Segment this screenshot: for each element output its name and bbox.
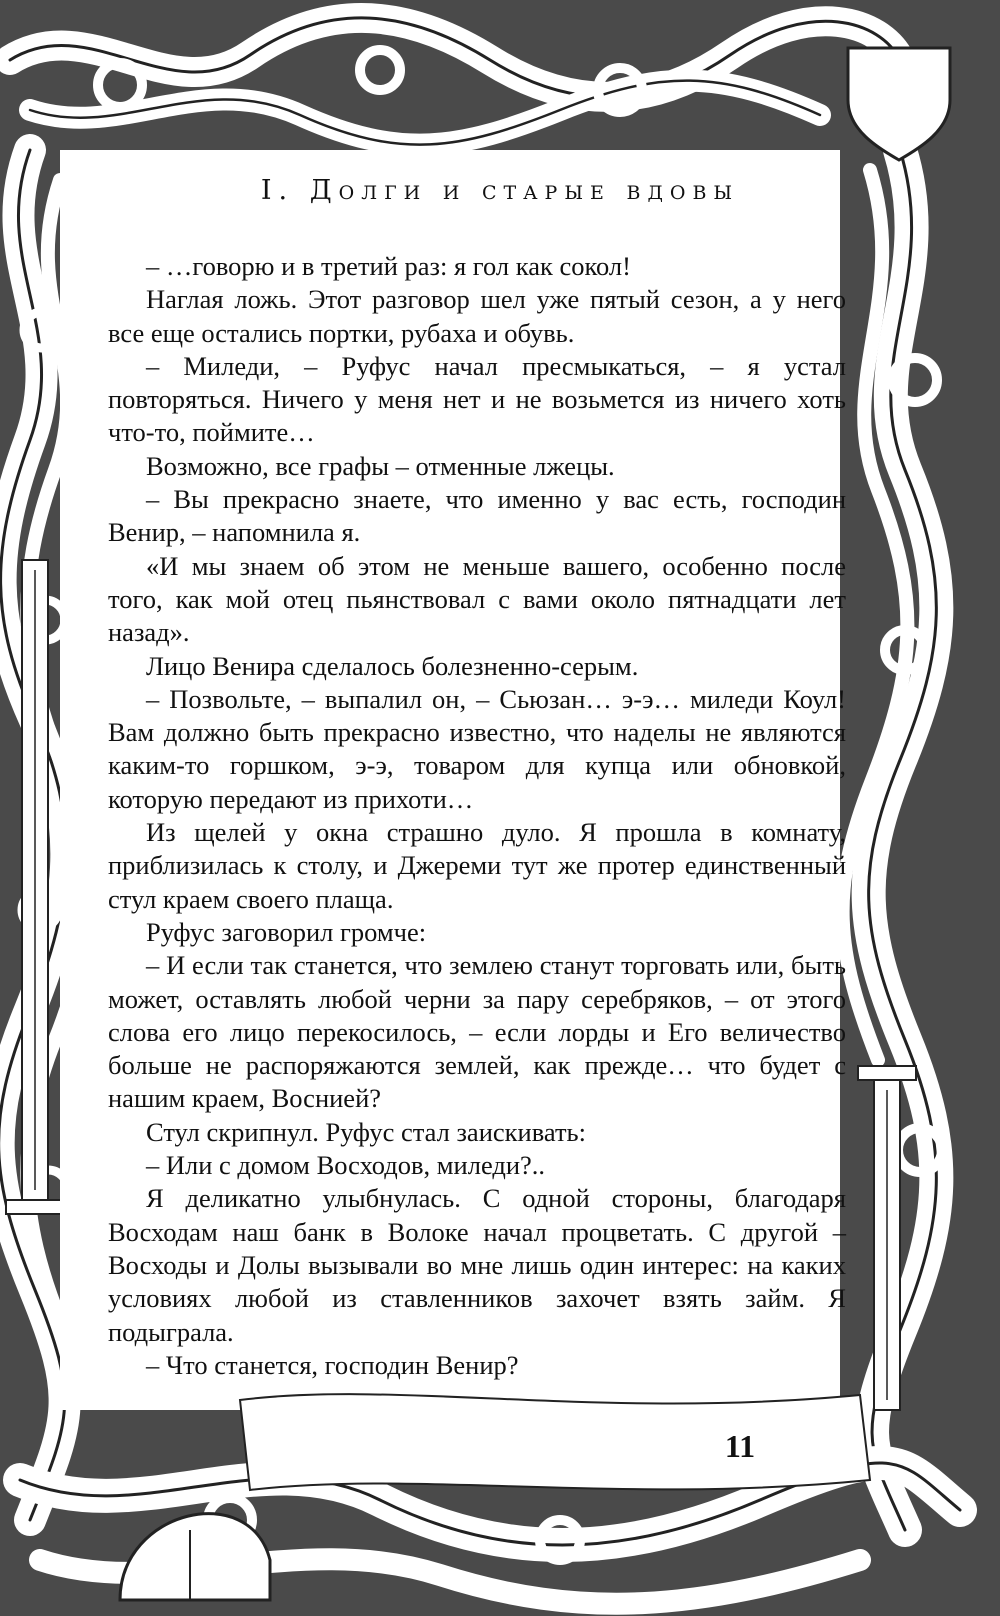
- paragraph: Стул скрипнул. Руфус стал заискивать:: [146, 1116, 586, 1147]
- paragraph: «И мы знаем об этом не меньше вашего, особенно после того, как мой отец пьянствовал с вами около пятнадцати лет назад».: [108, 550, 846, 648]
- chapter-title: I. Долги и старые вдовы: [260, 175, 740, 206]
- paragraph: – Позвольте, – выпалил он, – Сьюзан… э-э… миледи Коул! Вам должно быть прекрасно известно, что наделы не являются каким-то горшком, э-э, товаром для купца или обновкой, которую передают из прихоти…: [108, 683, 846, 814]
- paragraph: Наглая ложь. Этот разговор шел уже пятый сезон, а у него все еще остались портки, рубаха и обувь.: [108, 284, 846, 348]
- paragraph: – Или с домом Восходов, миледи?..: [146, 1150, 546, 1181]
- paragraph: Руфус заговорил громче:: [146, 916, 427, 947]
- paragraph: – Миледи, – Руфус начал пресмыкаться, – я устал повторяться. Ничего у меня нет и не возьмется из ничего хоть что-то, поймите…: [108, 350, 846, 448]
- paragraph: Из щелей у окна страшно дуло. Я прошла в комнату, приблизилась к столу, и Джереми тут же протер единственный стул краем своего плаща.: [108, 817, 846, 914]
- page-number: 11: [724, 1428, 756, 1464]
- paragraph: Возможно, все графы – отменные лжецы.: [146, 450, 615, 481]
- paragraph: – И если так станется, что землею станут торговать или, быть может, оставлять любой черни за пару серебряков, – от этого слова его лицо перекосилось, – если лорды и Его величество больше не распоряжаются землей, как прежде… что будет с нашим краем, Воснией?: [108, 950, 846, 1114]
- paragraph: – …говорю и в третий раз: я гол как сокол!: [146, 251, 631, 281]
- paragraph: Лицо Венира сделалось болезненно-серым.: [146, 650, 639, 681]
- paragraph: – Что станется, господин Венир?: [146, 1349, 519, 1380]
- paragraph: – Вы прекрасно знаете, что именно у вас есть, господин Венир, – напомнила я.: [108, 484, 846, 548]
- body-text: [108, 250, 846, 1382]
- paragraph: Я деликатно улыбнулась. С одной стороны, благодаря Восходам наш банк в Волоке начал процветать. С другой – Восходы и Долы вызывали во мне лишь один интерес: на каких условиях любой из ставленников захочет взять займ. Я подыграла.: [108, 1183, 846, 1347]
